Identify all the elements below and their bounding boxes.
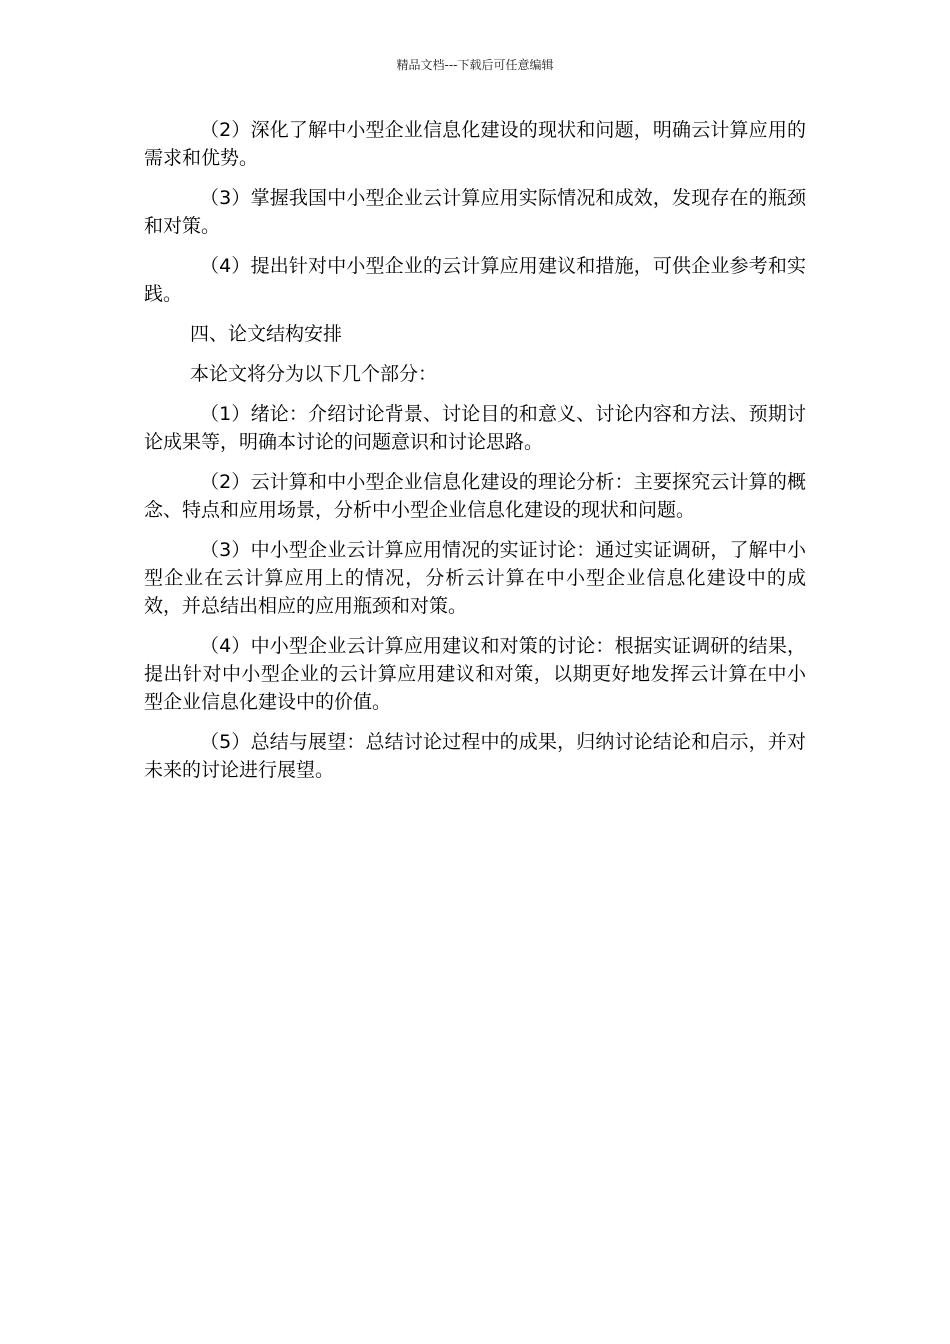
paragraph-objective-2: （2）深化了解中小型企业信息化建设的现状和问题，明确云计算应用的需求和优势。 (144, 119, 806, 169)
paragraph-objective-3: （3）掌握我国中小型企业云计算应用实际情况和成效，发现存在的瓶颈和对策。 (144, 187, 806, 237)
paragraph-part-4: （4）中小型企业云计算应用建议和对策的讨论：根据实证调研的结果，提出针对中小型企业的云计算应用建议和对策，以期更好地发挥云计算在中小型企业信息化建设中的价值。 (144, 635, 806, 713)
paragraph-part-1: （1）绪论：介绍讨论背景、讨论目的和意义、讨论内容和方法、预期讨论成果等，明确本讨论的问题意识和讨论思路。 (144, 403, 806, 453)
paragraph-part-5: （5）总结与展望：总结讨论过程中的成果，归纳讨论结论和启示，并对未来的讨论进行展望。 (144, 731, 806, 781)
paragraph-part-3: （3）中小型企业云计算应用情况的实证讨论：通过实证调研，了解中小型企业在云计算应用上的情况，分析云计算在中小型企业信息化建设中的成效，并总结出相应的应用瓶颈和对策。 (144, 539, 806, 617)
paragraph-part-2: （2）云计算和中小型企业信息化建设的理论分析：主要探究云计算的概念、特点和应用场景，分析中小型企业信息化建设的现状和问题。 (144, 471, 806, 521)
header-note: 精品文档---下载后可任意编辑 (396, 58, 554, 72)
body-text (144, 116, 806, 796)
paragraph-objective-4: （4）提出针对中小型企业的云计算应用建议和措施，可供企业参考和实践。 (144, 255, 806, 305)
paragraph-intro: 本论文将分为以下几个部分： (190, 363, 438, 385)
section-heading: 四、论文结构安排 (190, 323, 343, 345)
